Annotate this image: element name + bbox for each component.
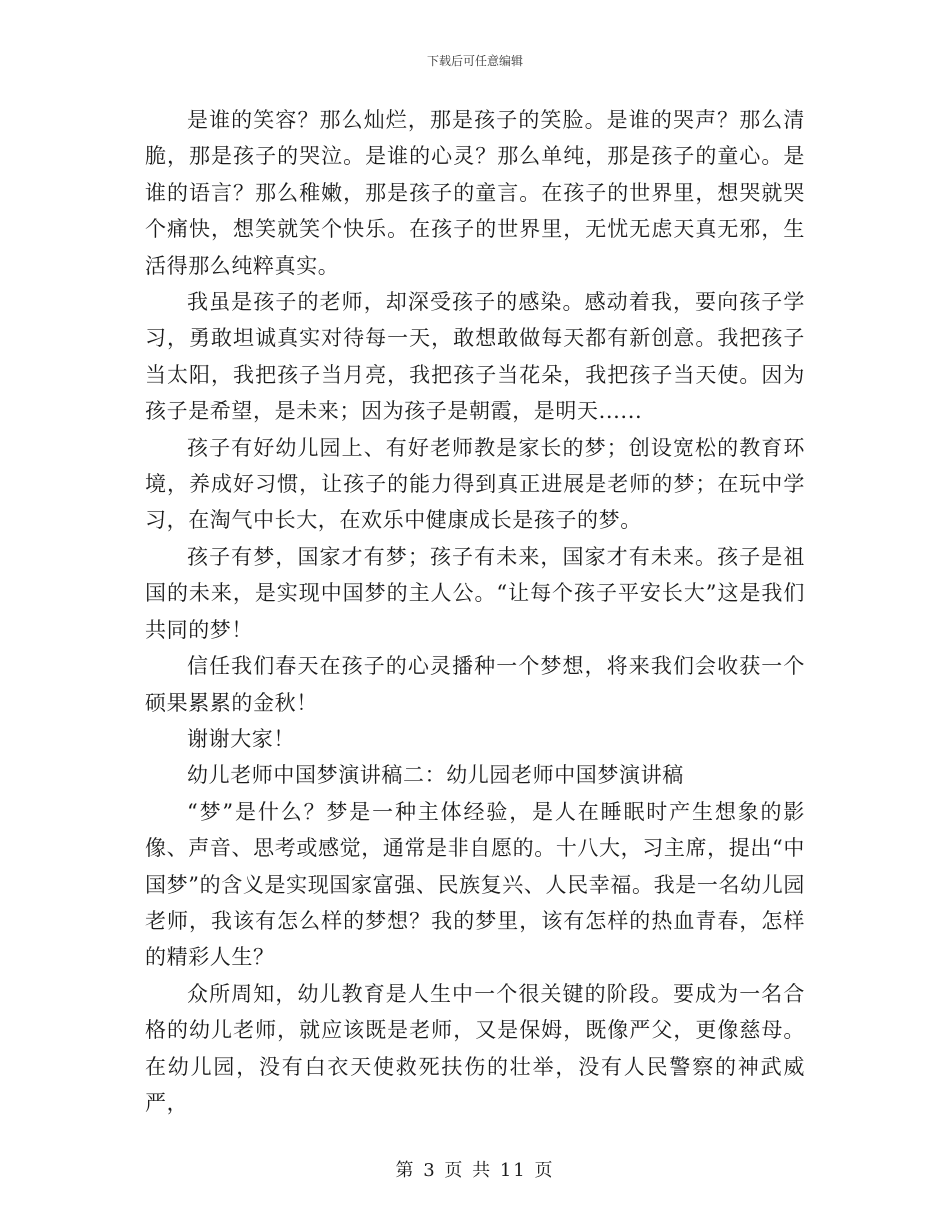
paragraph: 我虽是孩子的老师，却深受孩子的感染。感动着我，要向孩子学习，勇敢坦诚真实对待每一天，敢想敢做每天都有新创意。我把孩子当太阳，我把孩子当月亮，我把孩子当花朵，我把孩子当天使。因为孩子是希望，是未来；因为孩子是朝霞，是明天...... (145, 290, 805, 424)
paragraph: 信任我们春天在孩子的心灵播种一个梦想，将来我们会收获一个硕果累累的金秋！ (145, 654, 805, 715)
document-body (145, 102, 805, 1121)
paragraph: 谢谢大家！ (187, 726, 295, 751)
page-number: 第 3 页 共 11 页 (395, 1160, 555, 1181)
paragraph: 孩子有好幼儿园上、有好老师教是家长的梦；创设宽松的教育环境，养成好习惯，让孩子的能力得到真正进展是老师的梦；在玩中学习，在淘气中长大，在欢乐中健康成长是孩子的梦。 (145, 435, 805, 533)
paragraph: 是谁的笑容？那么灿烂，那是孩子的笑脸。是谁的哭声？那么清脆，那是孩子的哭泣。是谁的心灵？那么单纯，那是孩子的童心。是谁的语言？那么稚嫩，那是孩子的童言。在孩子的世界里，想哭就哭个痛快，想笑就笑个快乐。在孩子的世界里，无忧无虑天真无邪，生活得那么纯粹真实。 (145, 108, 805, 278)
paragraph: 众所周知，幼儿教育是人生中一个很关键的阶段。要成为一名合格的幼儿老师，就应该既是老师，又是保姆，既像严父，更像慈母。在幼儿园，没有白衣天使救死扶伤的壮举，没有人民警察的神武威严， (145, 981, 805, 1115)
paragraph: 孩子有梦，国家才有梦；孩子有未来，国家才有未来。孩子是祖国的未来，是实现中国梦的主人公。“让每个孩子平安长大”这是我们共同的梦！ (145, 544, 805, 642)
section-title: 幼儿老师中国梦演讲稿二：幼儿园老师中国梦演讲稿 (187, 763, 684, 788)
page-header-note: 下载后可任意编辑 (426, 54, 523, 68)
paragraph: “梦”是什么？梦是一种主体经验，是人在睡眠时产生想象的影像、声音、思考或感觉，通常是非自愿的。十八大，习主席，提出“中国梦”的含义是实现国家富强、民族复兴、人民幸福。我是一名幼儿园老师，我该有怎么样的梦想？我的梦里，该有怎样的热血青春，怎样的精彩人生？ (145, 799, 805, 970)
